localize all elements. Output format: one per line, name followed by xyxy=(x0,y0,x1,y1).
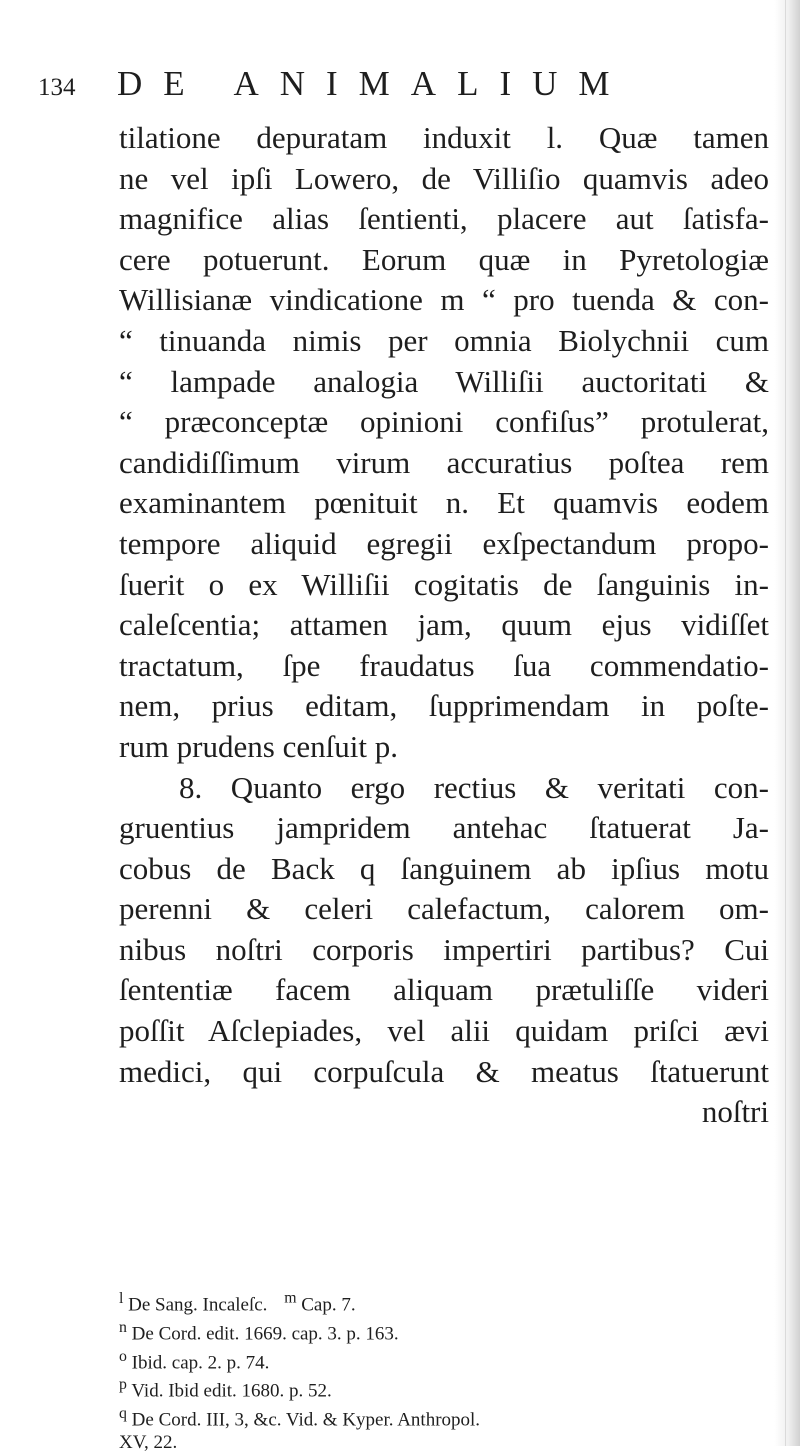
footnote-marker: n xyxy=(119,1318,127,1336)
running-head: DE ANIMALIUM xyxy=(117,64,631,103)
footnote-text: Cap. 7. xyxy=(301,1294,356,1316)
text-line: nibus noſtri corporis impertiri partibus? Cui xyxy=(119,931,769,967)
text-line: examinantem pœnituit n. Et quamvis eodem xyxy=(119,485,769,521)
text-line: “ tinuanda nimis per omnia Biolychnii cum xyxy=(119,322,769,358)
text-line: caleſcentia; attamen jam, quum ejus vidiſſet xyxy=(119,607,769,643)
body-text xyxy=(119,118,769,1133)
footnote-marker: m xyxy=(284,1290,297,1307)
footnote-text: De Sang. Incaleſc. xyxy=(128,1294,268,1316)
page-number: 134 xyxy=(38,74,76,101)
page-header xyxy=(0,64,800,114)
text-line: gruentius jampridem antehac ſtatuerat Ja- xyxy=(119,810,769,846)
catchword: noſtri xyxy=(701,1094,769,1130)
text-line: tempore aliquid egregii exſpectandum propo- xyxy=(119,525,769,561)
footnote xyxy=(119,1288,769,1317)
text-line: rum prudens cenſuit p. xyxy=(119,728,398,764)
text-line: ſuerit o ex Williſii cogitatis de ſanguinis in- xyxy=(119,566,769,602)
text-line: cobus de Back q ſanguinem ab ipſius motu xyxy=(119,850,769,886)
footnote-marker: o xyxy=(119,1347,127,1365)
text-line: candidiſſimum virum accuratius poſtea rem xyxy=(119,444,769,480)
footnote-text: De Cord. edit. 1669. cap. 3. p. 163. xyxy=(131,1323,399,1345)
text-line: nem, prius editam, ſupprimendam in poſte- xyxy=(119,688,769,724)
footnote xyxy=(119,1374,769,1403)
text-line: medici, qui corpuſcula & meatus ſtatuerunt xyxy=(119,1053,769,1089)
text-line: tractatum, ſpe fraudatus ſua commendatio- xyxy=(119,647,769,683)
footnote-continuation xyxy=(119,1432,769,1455)
footnote-marker: p xyxy=(119,1376,127,1394)
text-line: poſſit Aſclepiades, vel alii quidam priſci ævi xyxy=(119,1013,769,1049)
text-line: magnifice alias ſentienti, placere aut ſatisfa- xyxy=(119,201,769,237)
text-line: Willisianæ vindicatione m “ pro tuenda & con- xyxy=(119,282,769,318)
footnote-text: De Cord. III, 3, &c. Vid. & Kyper. Anthropol. xyxy=(131,1409,481,1431)
footnote xyxy=(119,1346,769,1375)
paragraph-start-line: 8. Quanto ergo rectius & veritati con- xyxy=(179,769,769,805)
footnote-text: Vid. Ibid edit. 1680. p. 52. xyxy=(131,1380,332,1402)
page-edge-shadow xyxy=(774,0,800,1446)
text-line: “ lampade analogia Williſii auctoritati & xyxy=(119,363,769,399)
footnote-text: XV, 22. xyxy=(119,1432,178,1454)
page-edge-line xyxy=(785,0,786,1446)
footnotes xyxy=(119,1288,769,1455)
text-line: ne vel ipſi Lowero, de Villiſio quamvis adeo xyxy=(119,160,769,196)
text-line: “ præconceptæ opinioni confiſus” protulerat, xyxy=(119,404,769,440)
text-line: cere potuerunt. Eorum quæ in Pyretologiæ xyxy=(119,241,769,277)
footnote-text: Ibid. cap. 2. p. 74. xyxy=(131,1351,270,1373)
footnote xyxy=(119,1403,769,1432)
footnote-marker: q xyxy=(119,1405,127,1423)
footnote-marker: l xyxy=(119,1290,124,1307)
text-line: tilatione depuratam induxit l. Quæ tamen xyxy=(119,120,769,155)
text-line: ſententiæ facem aliquam prætuliſſe videri xyxy=(119,972,769,1008)
footnote xyxy=(119,1317,769,1346)
text-line: perenni & celeri calefactum, calorem om- xyxy=(119,891,769,927)
